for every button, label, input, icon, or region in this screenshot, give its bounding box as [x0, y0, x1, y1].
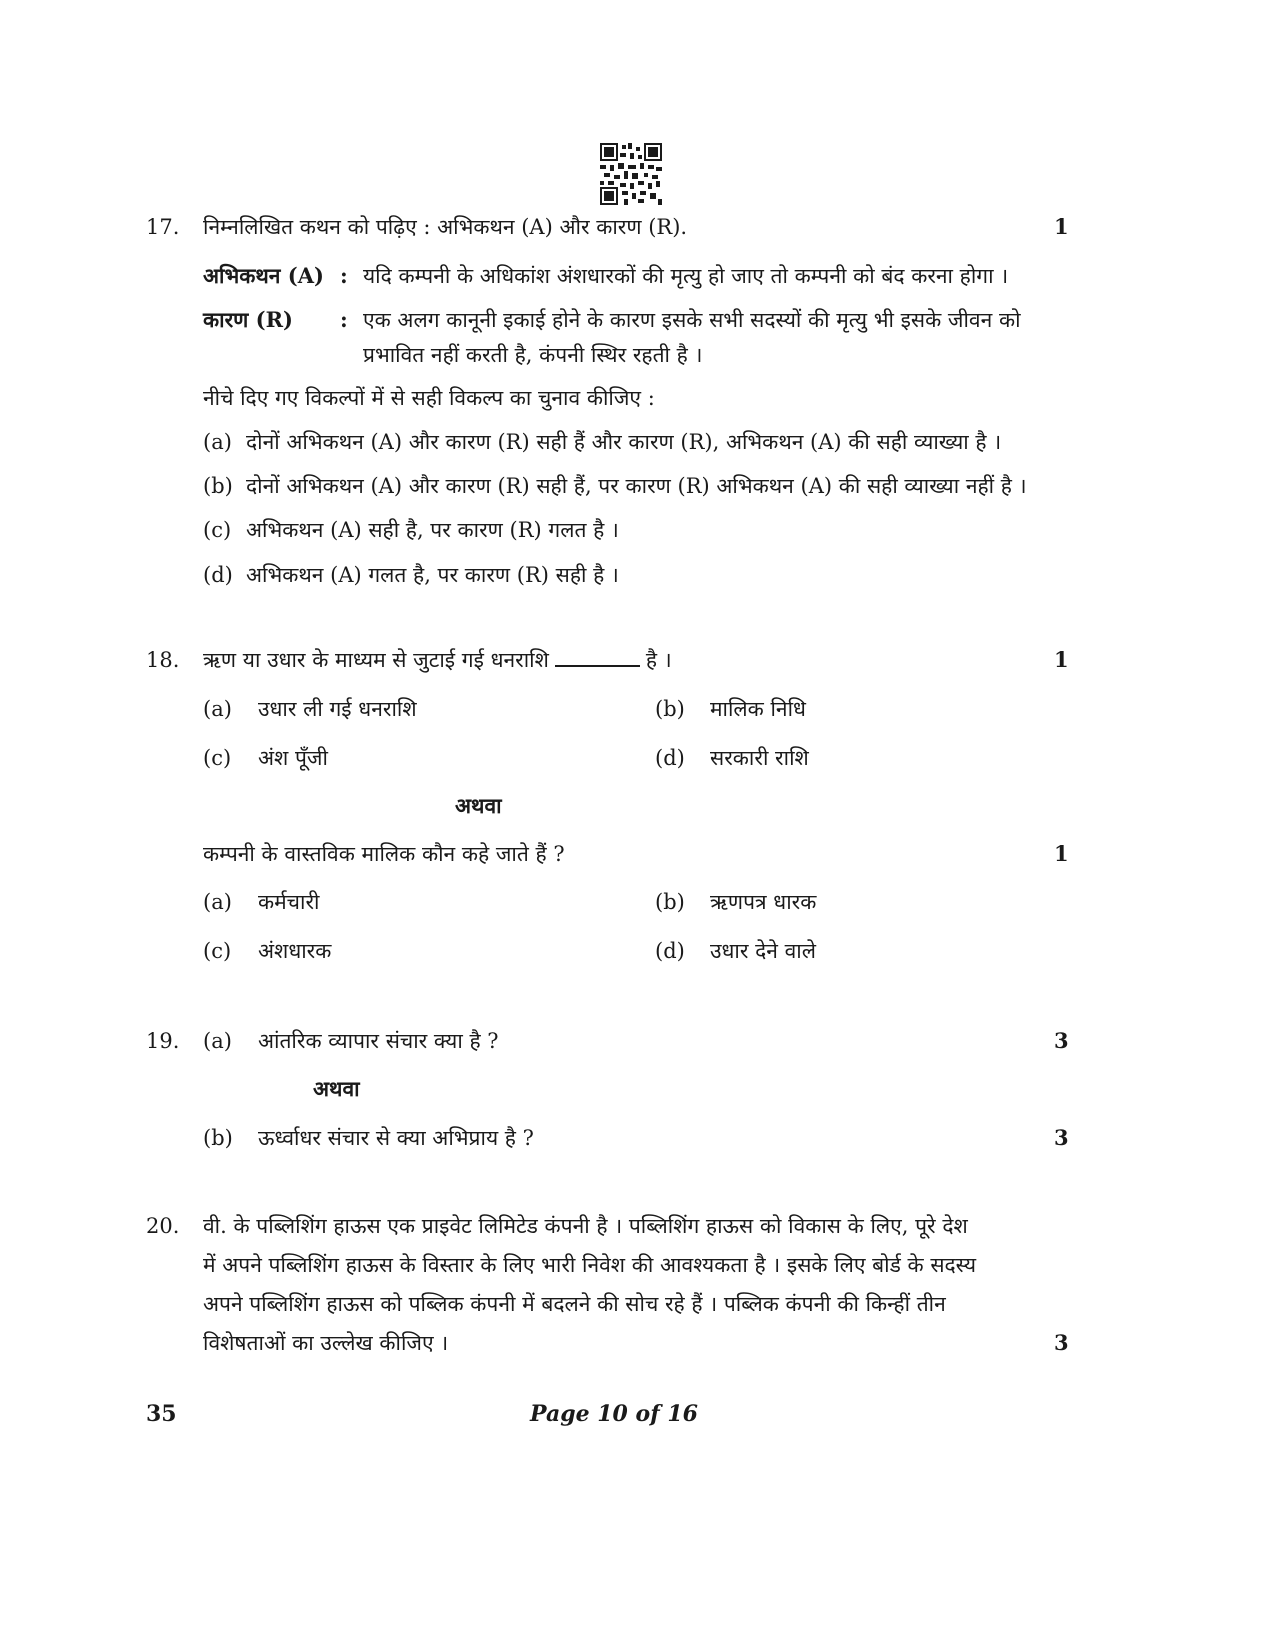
- marks: 3: [1054, 1125, 1069, 1150]
- option-label: (b): [655, 697, 685, 721]
- marks: 1: [1054, 647, 1069, 672]
- instruction: नीचे दिए गए विकल्पों में से सही विकल्प का चुनाव कीजिए :: [203, 386, 655, 410]
- question-text-line: में अपने पब्लिशिंग हाऊस के विस्तार के लिए भारी निवेश की आवश्यकता है । इसके लिए बोर्ड के सदस्य: [203, 1253, 977, 1277]
- option-text: मालिक निधि: [710, 697, 806, 721]
- question-number: 17.: [146, 215, 180, 239]
- option-label: (a): [203, 697, 232, 721]
- option-text: अभिकथन (A) सही है, पर कारण (R) गलत है ।: [246, 518, 619, 542]
- qr-code: [600, 143, 662, 205]
- marks: 3: [1054, 1330, 1069, 1355]
- question-number: 20.: [146, 1214, 180, 1238]
- option-text: उधार देने वाले: [710, 939, 816, 963]
- marks: 1: [1054, 841, 1069, 866]
- question-text-line: अपने पब्लिशिंग हाऊस को पब्लिक कंपनी में बदलने की सोच रहे हैं । पब्लिक कंपनी की किन्हीं तीन: [203, 1292, 946, 1316]
- option-text: अंशधारक: [258, 939, 332, 963]
- paper-code: 35: [146, 1401, 177, 1427]
- option-text: कर्मचारी: [258, 890, 320, 914]
- question-number: 19.: [146, 1029, 180, 1053]
- option-label: (d): [655, 746, 685, 770]
- marks: 1: [1054, 214, 1069, 239]
- question-stem: आंतरिक व्यापार संचार क्या है ?: [258, 1029, 499, 1053]
- reason-text-line: प्रभावित नहीं करती है, कंपनी स्थिर रहती है ।: [363, 343, 703, 367]
- option-label: (c): [203, 518, 232, 542]
- question-stem: कम्पनी के वास्तविक मालिक कौन कहे जाते हैं ?: [203, 842, 565, 866]
- option-label: (c): [203, 746, 232, 770]
- question-stem: निम्नलिखित कथन को पढ़िए : अभिकथन (A) और कारण (R).: [203, 215, 688, 239]
- option-text: ऋणपत्र धारक: [710, 890, 817, 914]
- question-text-line: वी. के पब्लिशिंग हाऊस एक प्राइवेट लिमिटेड कंपनी है । पब्लिशिंग हाऊस को विकास के लिए, पूरे देश: [203, 1214, 968, 1238]
- marks: 3: [1054, 1028, 1069, 1053]
- reason-text-line: एक अलग कानूनी इकाई होने के कारण इसके सभी सदस्यों की मृत्यु भी इसके जीवन को: [363, 308, 1021, 332]
- or-separator: अथवा: [313, 1076, 360, 1101]
- option-label: (c): [203, 939, 232, 963]
- option-label: (a): [203, 890, 232, 914]
- option-label: (d): [655, 939, 685, 963]
- option-label: (b): [655, 890, 685, 914]
- option-label: (a): [203, 430, 232, 454]
- option-text: अभिकथन (A) गलत है, पर कारण (R) सही है ।: [246, 563, 619, 587]
- question-stem: [203, 646, 672, 674]
- option-label: (d): [203, 563, 233, 587]
- reason-label: कारण (R): [203, 307, 293, 332]
- assertion-label: अभिकथन (A): [203, 263, 324, 288]
- fill-blank: [555, 647, 640, 667]
- question-number: 18.: [146, 648, 180, 672]
- option-label: (a): [203, 1029, 232, 1053]
- question-text-line: विशेषताओं का उल्लेख कीजिए ।: [203, 1331, 449, 1355]
- question-stem: ऊर्ध्वाधर संचार से क्या अभिप्राय है ?: [258, 1126, 534, 1150]
- or-separator: अथवा: [455, 793, 502, 818]
- stem-before: ऋण या उधार के माध्यम से जुटाई गई धनराशि: [203, 648, 549, 672]
- option-text: अंश पूँजी: [258, 746, 328, 770]
- option-text: सरकारी राशि: [710, 746, 809, 770]
- option-label: (b): [203, 1126, 233, 1150]
- stem-after: है ।: [645, 648, 672, 672]
- option-text: उधार ली गई धनराशि: [258, 697, 417, 721]
- assertion-text: यदि कम्पनी के अधिकांश अंशधारकों की मृत्यु हो जाए तो कम्पनी को बंद करना होगा ।: [363, 264, 1009, 288]
- colon: :: [340, 307, 348, 332]
- page-number: Page 10 of 16: [530, 1401, 698, 1427]
- option-text: दोनों अभिकथन (A) और कारण (R) सही हैं, पर कारण (R) अभिकथन (A) की सही व्याख्या नहीं है ।: [246, 474, 1027, 498]
- option-label: (b): [203, 474, 233, 498]
- colon: :: [340, 263, 348, 288]
- option-text: दोनों अभिकथन (A) और कारण (R) सही हैं और कारण (R), अभिकथन (A) की सही व्याख्या है ।: [246, 430, 1002, 454]
